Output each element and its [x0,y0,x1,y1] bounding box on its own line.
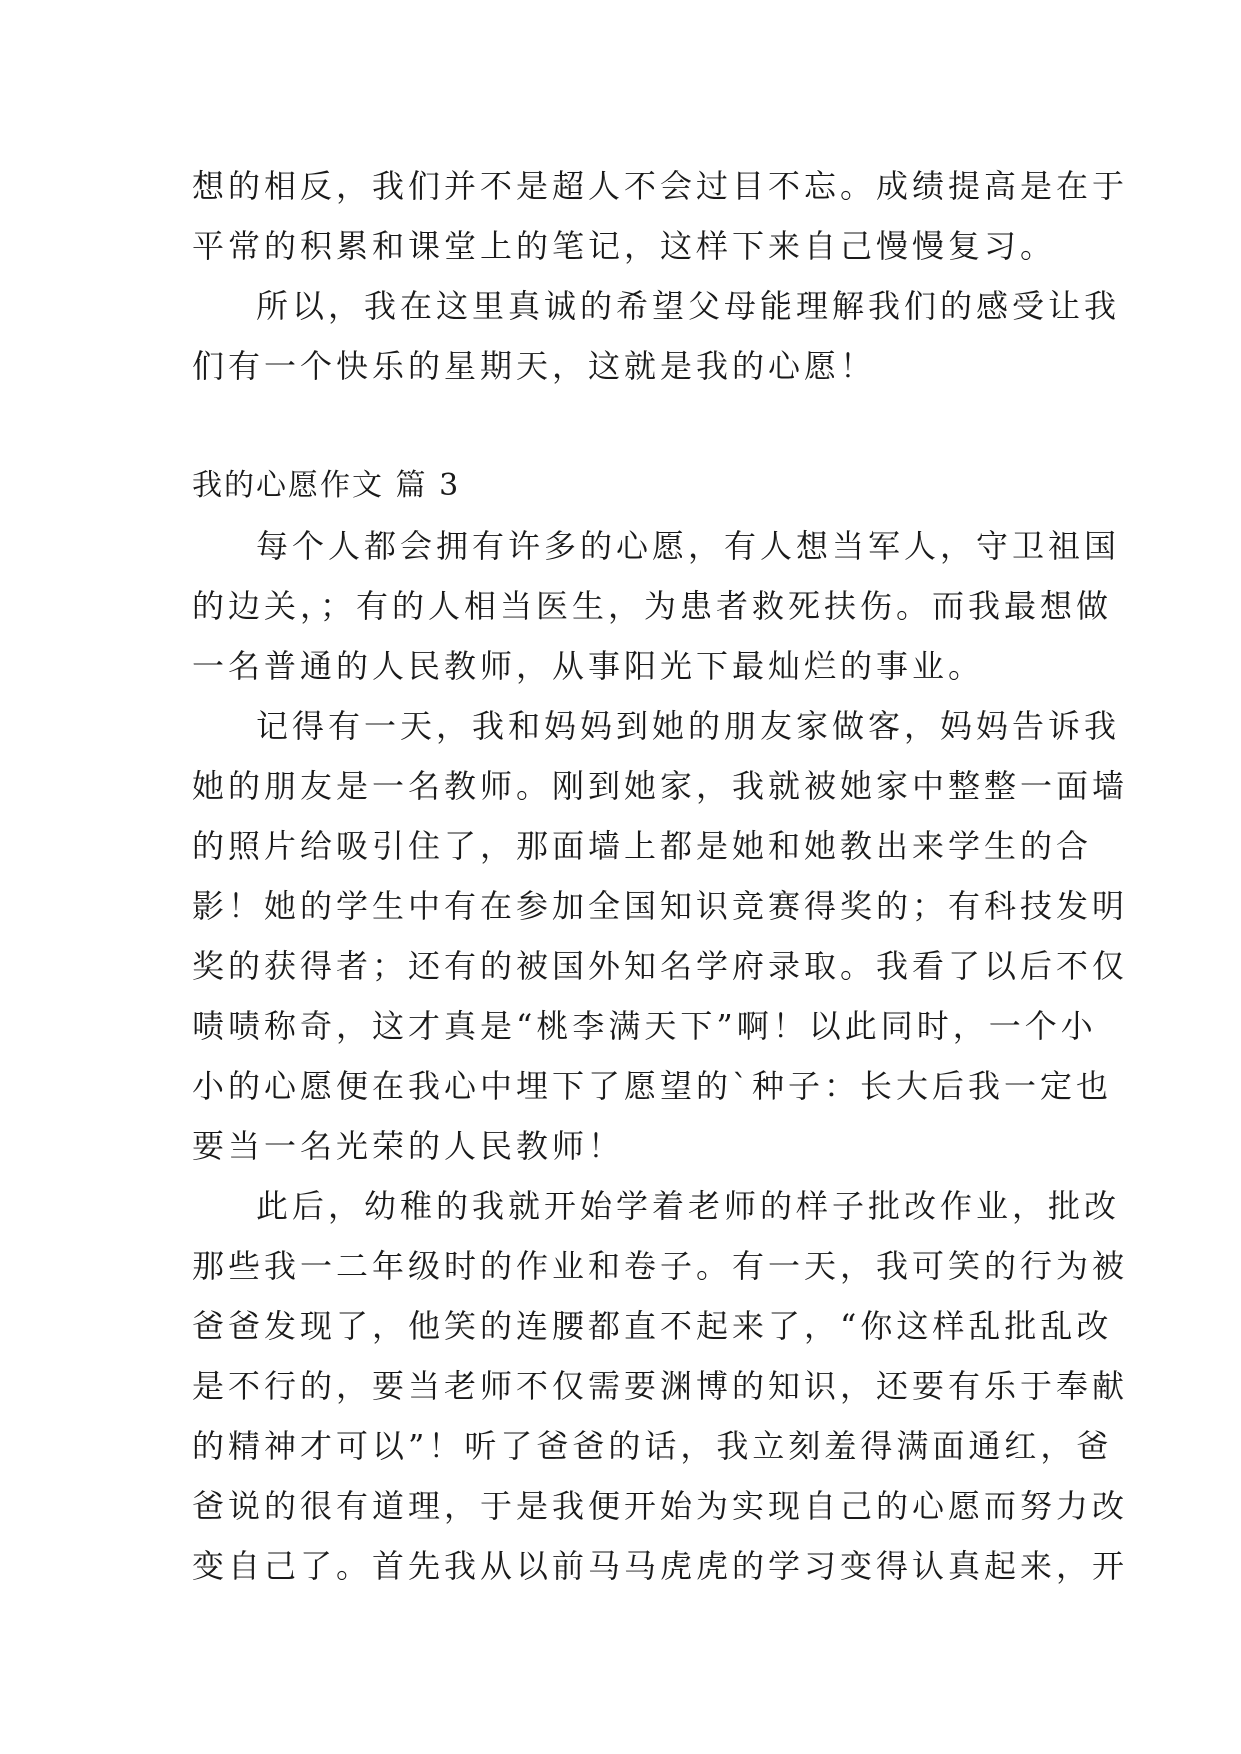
text-line: 的精神才可以”！听了爸爸的话，我立刻羞得满面通红，爸 [192,1427,1113,1465]
document-body [192,156,1129,1596]
text-line: 她的朋友是一名教师。刚到她家，我就被她家中整整一面墙 [192,767,1129,805]
text-line: 爸说的很有道理，于是我便开始为实现自己的心愿而努力改 [192,1487,1129,1525]
paragraph-3 [192,1176,1129,1596]
text-line: 每个人都会拥有许多的心愿，有人想当军人，守卫祖国 [256,527,1121,565]
text-line: 记得有一天，我和妈妈到她的朋友家做客，妈妈告诉我 [256,707,1121,745]
text-line: 此后，幼稚的我就开始学着老师的样子批改作业，批改 [256,1187,1121,1225]
paragraph-intro-tail [192,156,1129,276]
text-line: 的照片给吸引住了，那面墙上都是她和她教出来学生的合 [192,827,1093,865]
paragraph-closing [192,276,1121,396]
section-spacer [192,396,1052,456]
text-line: 那些我一二年级时的作业和卷子。有一天，我可笑的行为被 [192,1247,1129,1285]
text-line: 要当一名光荣的人民教师！ [192,1127,625,1165]
text-line: 是不行的，要当老师不仅需要渊博的知识，还要有乐于奉献 [192,1367,1129,1405]
text-line: 爸爸发现了，他笑的连腰都直不起来了，“你这样乱批乱改 [192,1307,1113,1345]
paragraph-2 [192,696,1129,1176]
text-line: 奖的获得者；还有的被国外知名学府录取。我看了以后不仅 [192,947,1129,985]
text-line: 所以，我在这里真诚的希望父母能理解我们的感受让我 [256,287,1121,325]
text-line: 变自己了。首先我从以前马马虎虎的学习变得认真起来，开 [192,1547,1129,1585]
text-line: 小的心愿便在我心中埋下了愿望的`种子：长大后我一定也 [192,1067,1113,1105]
text-line: 的边关，；有的人相当医生，为患者救死扶伤。而我最想做 [192,587,1113,625]
text-line: 一名普通的人民教师，从事阳光下最灿烂的事业。 [192,647,985,685]
text-line: 想的相反，我们并不是超人不会过目不忘。成绩提高是在于 [192,167,1129,205]
text-line: 们有一个快乐的星期天，这就是我的心愿！ [192,347,877,385]
text-line: 啧啧称奇，这才真是“桃李满天下”啊！以此同时，一个小 [192,1007,1097,1045]
paragraph-1 [192,516,1121,696]
text-line: 影！她的学生中有在参加全国知识竞赛得奖的；有科技发明 [192,887,1129,925]
section-title: 我的心愿作文 篇 3 [192,468,461,503]
text-line: 平常的积累和课堂上的笔记，这样下来自己慢慢复习。 [192,227,1057,265]
